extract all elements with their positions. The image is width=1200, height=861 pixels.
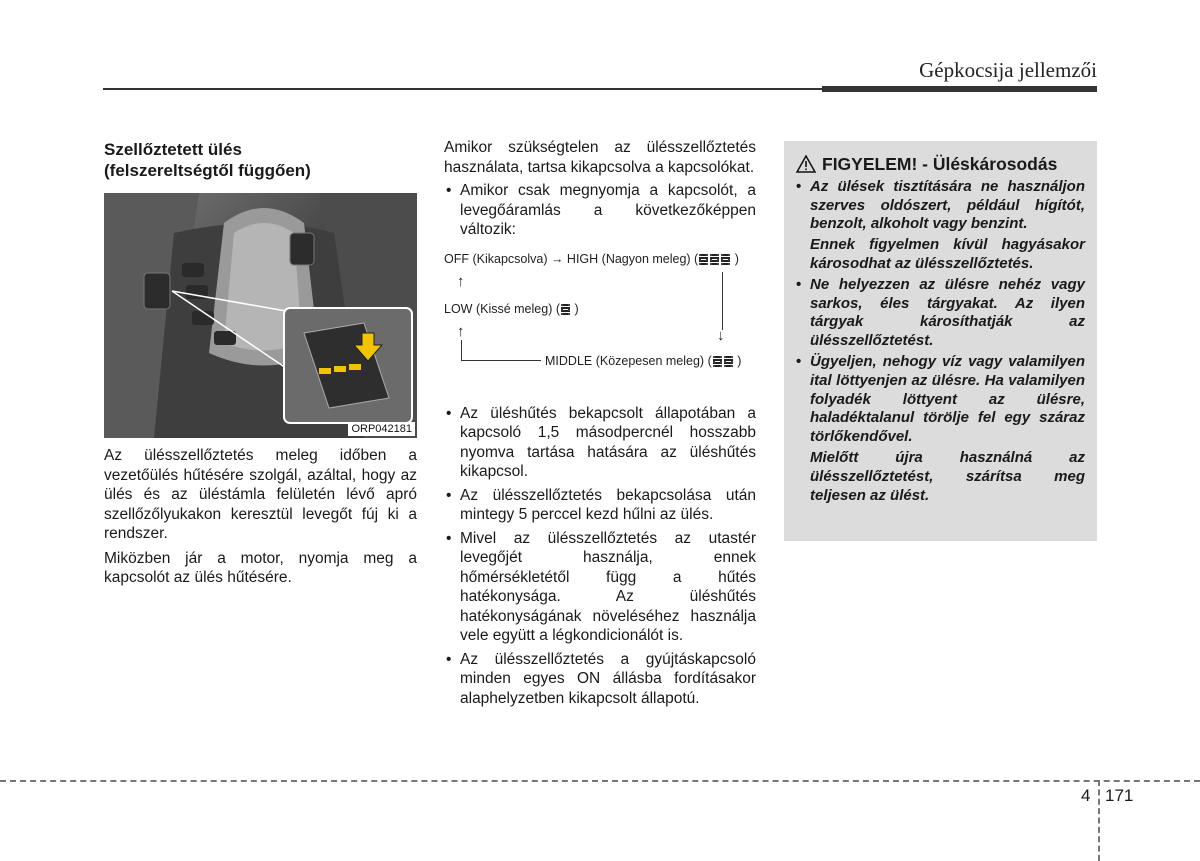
arrow-up-icon: ↑ bbox=[457, 322, 465, 340]
warning-title-text: FIGYELEM! - Üléskárosodás bbox=[822, 154, 1058, 174]
diagram-close: ) bbox=[574, 301, 579, 316]
warning-item-note: Ennek figyelmen kívül hagyásakor károsodhat az ülésszellőztetés. bbox=[810, 236, 1085, 272]
warning-item-note: Mielőtt újra használná az ülésszellőztetést, szárítsa meg teljesen az ülést. bbox=[810, 448, 1085, 504]
footer-rule bbox=[0, 780, 1200, 782]
diagram-low-label: LOW (Kissé meleg) ( bbox=[444, 301, 560, 316]
list-item: • Az ülésszellőztetés a gyújtáskapcsoló minden egyes ON állásba fordításakor alaphelyzetben kikapcsolt állapotú. bbox=[444, 650, 756, 709]
list-item: • Az ülésszellőztetés bekapcsolása után mintegy 5 perccel kezd hűlni az ülés. bbox=[444, 486, 756, 525]
diagram-off-high bbox=[444, 250, 739, 270]
diagram-middle bbox=[545, 352, 741, 372]
diagram-connector bbox=[461, 360, 541, 361]
diagram-connector bbox=[461, 340, 462, 361]
section-title-line1: Szellőztetett ülés bbox=[104, 140, 242, 159]
warning-triangle-icon bbox=[796, 155, 816, 173]
arrow-up-icon: ↑ bbox=[457, 272, 465, 290]
photo-caption: ORP042181 bbox=[348, 422, 415, 436]
warning-item bbox=[796, 276, 1085, 351]
intro-paragraph: Amikor szükségtelen az ülésszellőztetés használata, tartsa kikapcsolva a kapcsolókat. bbox=[444, 139, 756, 176]
seat-vent-icon bbox=[699, 254, 708, 265]
warning-item-text: Az ülések tisztítására ne használjon szerves oldószert, például hígítót, benzolt, alkoholt vagy benzint. bbox=[810, 177, 1085, 233]
bullet-list bbox=[444, 404, 756, 709]
seat-vent-icon bbox=[724, 356, 733, 367]
section-title bbox=[104, 139, 417, 181]
warning-box bbox=[784, 141, 1097, 541]
seat-vent-icon bbox=[561, 304, 570, 315]
page-header-title: Gépkocsija jellemzői bbox=[919, 58, 1097, 82]
seat-vent-icon bbox=[710, 254, 719, 265]
chapter-number: 4 bbox=[1081, 786, 1091, 805]
body-paragraph: Miközben jár a motor, nyomja meg a kapcsolót az ülés hűtésére. bbox=[104, 549, 417, 586]
body-paragraph: Az ülésszellőztetés meleg időben a vezetőülés hűtésére szolgál, azáltal, hogy az ülés és az üléstámla felületén lévő apró szellőzőlyukakon keresztül levegőt fúj ki a rendszer. bbox=[104, 447, 417, 542]
header-rule-accent bbox=[822, 86, 1097, 92]
warning-title bbox=[796, 155, 1085, 174]
page-number: 171 bbox=[1105, 786, 1134, 805]
diagram-close: ) bbox=[737, 353, 742, 368]
seat-vent-icon bbox=[721, 254, 730, 265]
diagram-off-high-label: OFF (Kikapcsolva) → HIGH (Nagyon meleg) ( bbox=[444, 251, 699, 266]
bullet-list bbox=[444, 181, 756, 240]
list-item: • Az üléshűtés bekapcsolt állapotában a kapcsoló 1,5 másodpercnél hosszabb nyomva tartása hatására az üléshűtés kikapcsol. bbox=[444, 404, 756, 482]
arrow-down-icon: ↓ bbox=[717, 326, 725, 344]
seat-vent-icon bbox=[713, 356, 722, 367]
diagram-low bbox=[444, 300, 579, 320]
console-illustration bbox=[104, 193, 417, 438]
warning-item-text: Ügyeljen, nehogy víz vagy valamilyen ital löttyenjen az ülésre. Ha valamilyen folyadék löttyent az ülésre, haladéktalanul törölje fel egy száraz törlőkendővel. bbox=[810, 352, 1085, 446]
list-item: • Mivel az ülésszellőztetés az utastér levegőjét használja, ennek hőmérsékletétől függ a hűtés hatékonysága. Az üléshűtés hatékonyságának növeléséhez használja vele együtt a légkondicionálót is. bbox=[444, 529, 756, 646]
diagram-middle-label: MIDDLE (Közepesen meleg) ( bbox=[545, 353, 712, 368]
middle-column bbox=[444, 138, 756, 712]
footer-divider bbox=[1098, 780, 1100, 861]
diagram-close: ) bbox=[734, 251, 739, 266]
warning-item-text: Ne helyezzen az ülésre nehéz vagy sarkos, éles tárgyakat. Az ilyen tárgyak károsíthatják az ülésszellőztetést. bbox=[810, 275, 1085, 350]
section-title-line2: (felszereltségtől függően) bbox=[104, 161, 311, 180]
left-column bbox=[104, 139, 417, 588]
warning-item bbox=[796, 353, 1085, 505]
warning-list bbox=[796, 178, 1085, 506]
warning-item bbox=[796, 178, 1085, 274]
console-photo bbox=[104, 193, 417, 438]
list-item: • Amikor csak megnyomja a kapcsolót, a levegőáramlás a következőképpen változik: bbox=[444, 181, 756, 240]
airflow-diagram bbox=[444, 250, 756, 398]
diagram-connector bbox=[722, 272, 723, 330]
